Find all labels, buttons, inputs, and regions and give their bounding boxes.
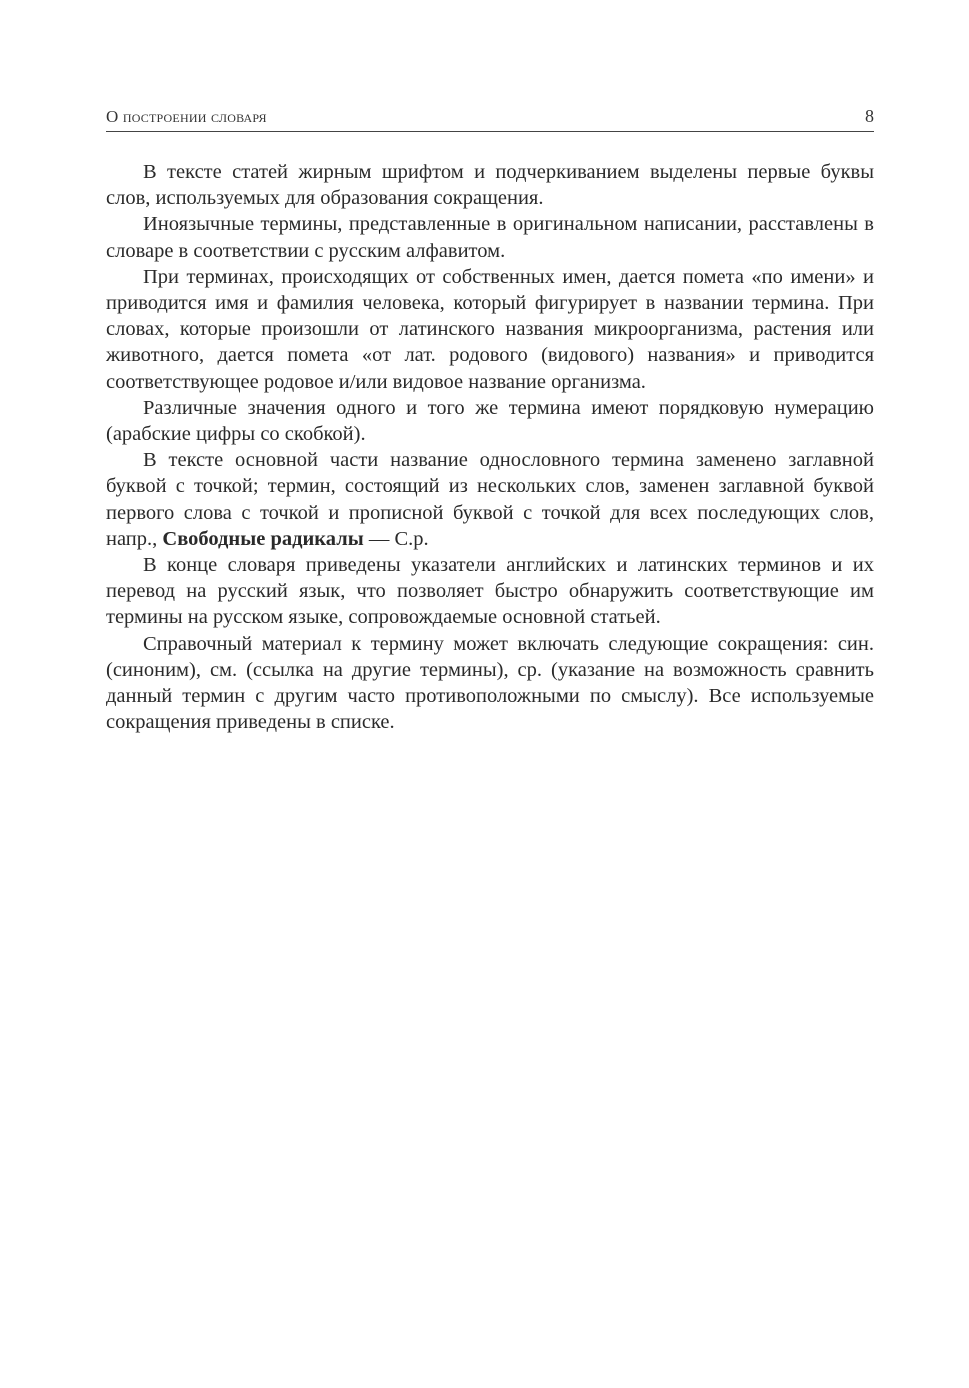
paragraph-text-after: — С.р.: [363, 527, 429, 550]
running-title: О построении словаря: [106, 107, 267, 126]
example-term: Свободные радикалы: [162, 527, 364, 550]
paragraph-eponyms-latin-names: При терминах, происходящих от собственных имен, дается помета «по имени» и приводится имя и фамилия человека, который фигурирует в названии термина. При словах, которые произошли от латинского названия микроорганизма, растения или животного, дается помета «от лат. родового (видового) названия» и приводится соответствующее родовое и/или видовое название организма.: [106, 265, 874, 393]
body-text: [106, 159, 874, 735]
paragraph-reference-abbreviations: Справочный материал к термину может включать следующие сокращения: син. (синоним), см. (ссылка на другие термины), ср. (указание на возможность сравнить данный термин с другим часто противоположными по смыслу). Все используемые сокращения приведены в списке.: [106, 632, 874, 734]
paragraph-foreign-terms: Иноязычные термины, представленные в оригинальном написании, расставлены в словаре в соответствии с русским алфавитом.: [106, 213, 874, 262]
paragraph-bold-underline-abbreviations: В тексте статей жирным шрифтом и подчеркиванием выделены первые буквы слов, используемых для образования сокращения.: [106, 161, 874, 210]
paragraph-text-before: В тексте основной части название однословного термина заменено заглавной буквой с точкой; термин, состоящий из нескольких слов, заменен заглавной буквой первого слова с точкой и прописной буквой с точкой для всех последующих слов, напр.,: [106, 449, 874, 550]
paragraph-meaning-numbering: Различные значения одного и того же термина имеют порядковую нумерацию (арабские цифры со скобкой).: [106, 396, 874, 446]
paragraph-term-abbreviation: [106, 447, 874, 552]
document-page: [106, 104, 874, 735]
paragraph-indexes: В конце словаря приведены указатели английских и латинских терминов и их перевод на русский язык, что позволяет быстро обнаружить соответствующие им термины на русском языке, сопровождаемые основной статьей.: [106, 554, 874, 629]
running-header: [106, 104, 874, 132]
page-number: 8: [865, 106, 874, 126]
